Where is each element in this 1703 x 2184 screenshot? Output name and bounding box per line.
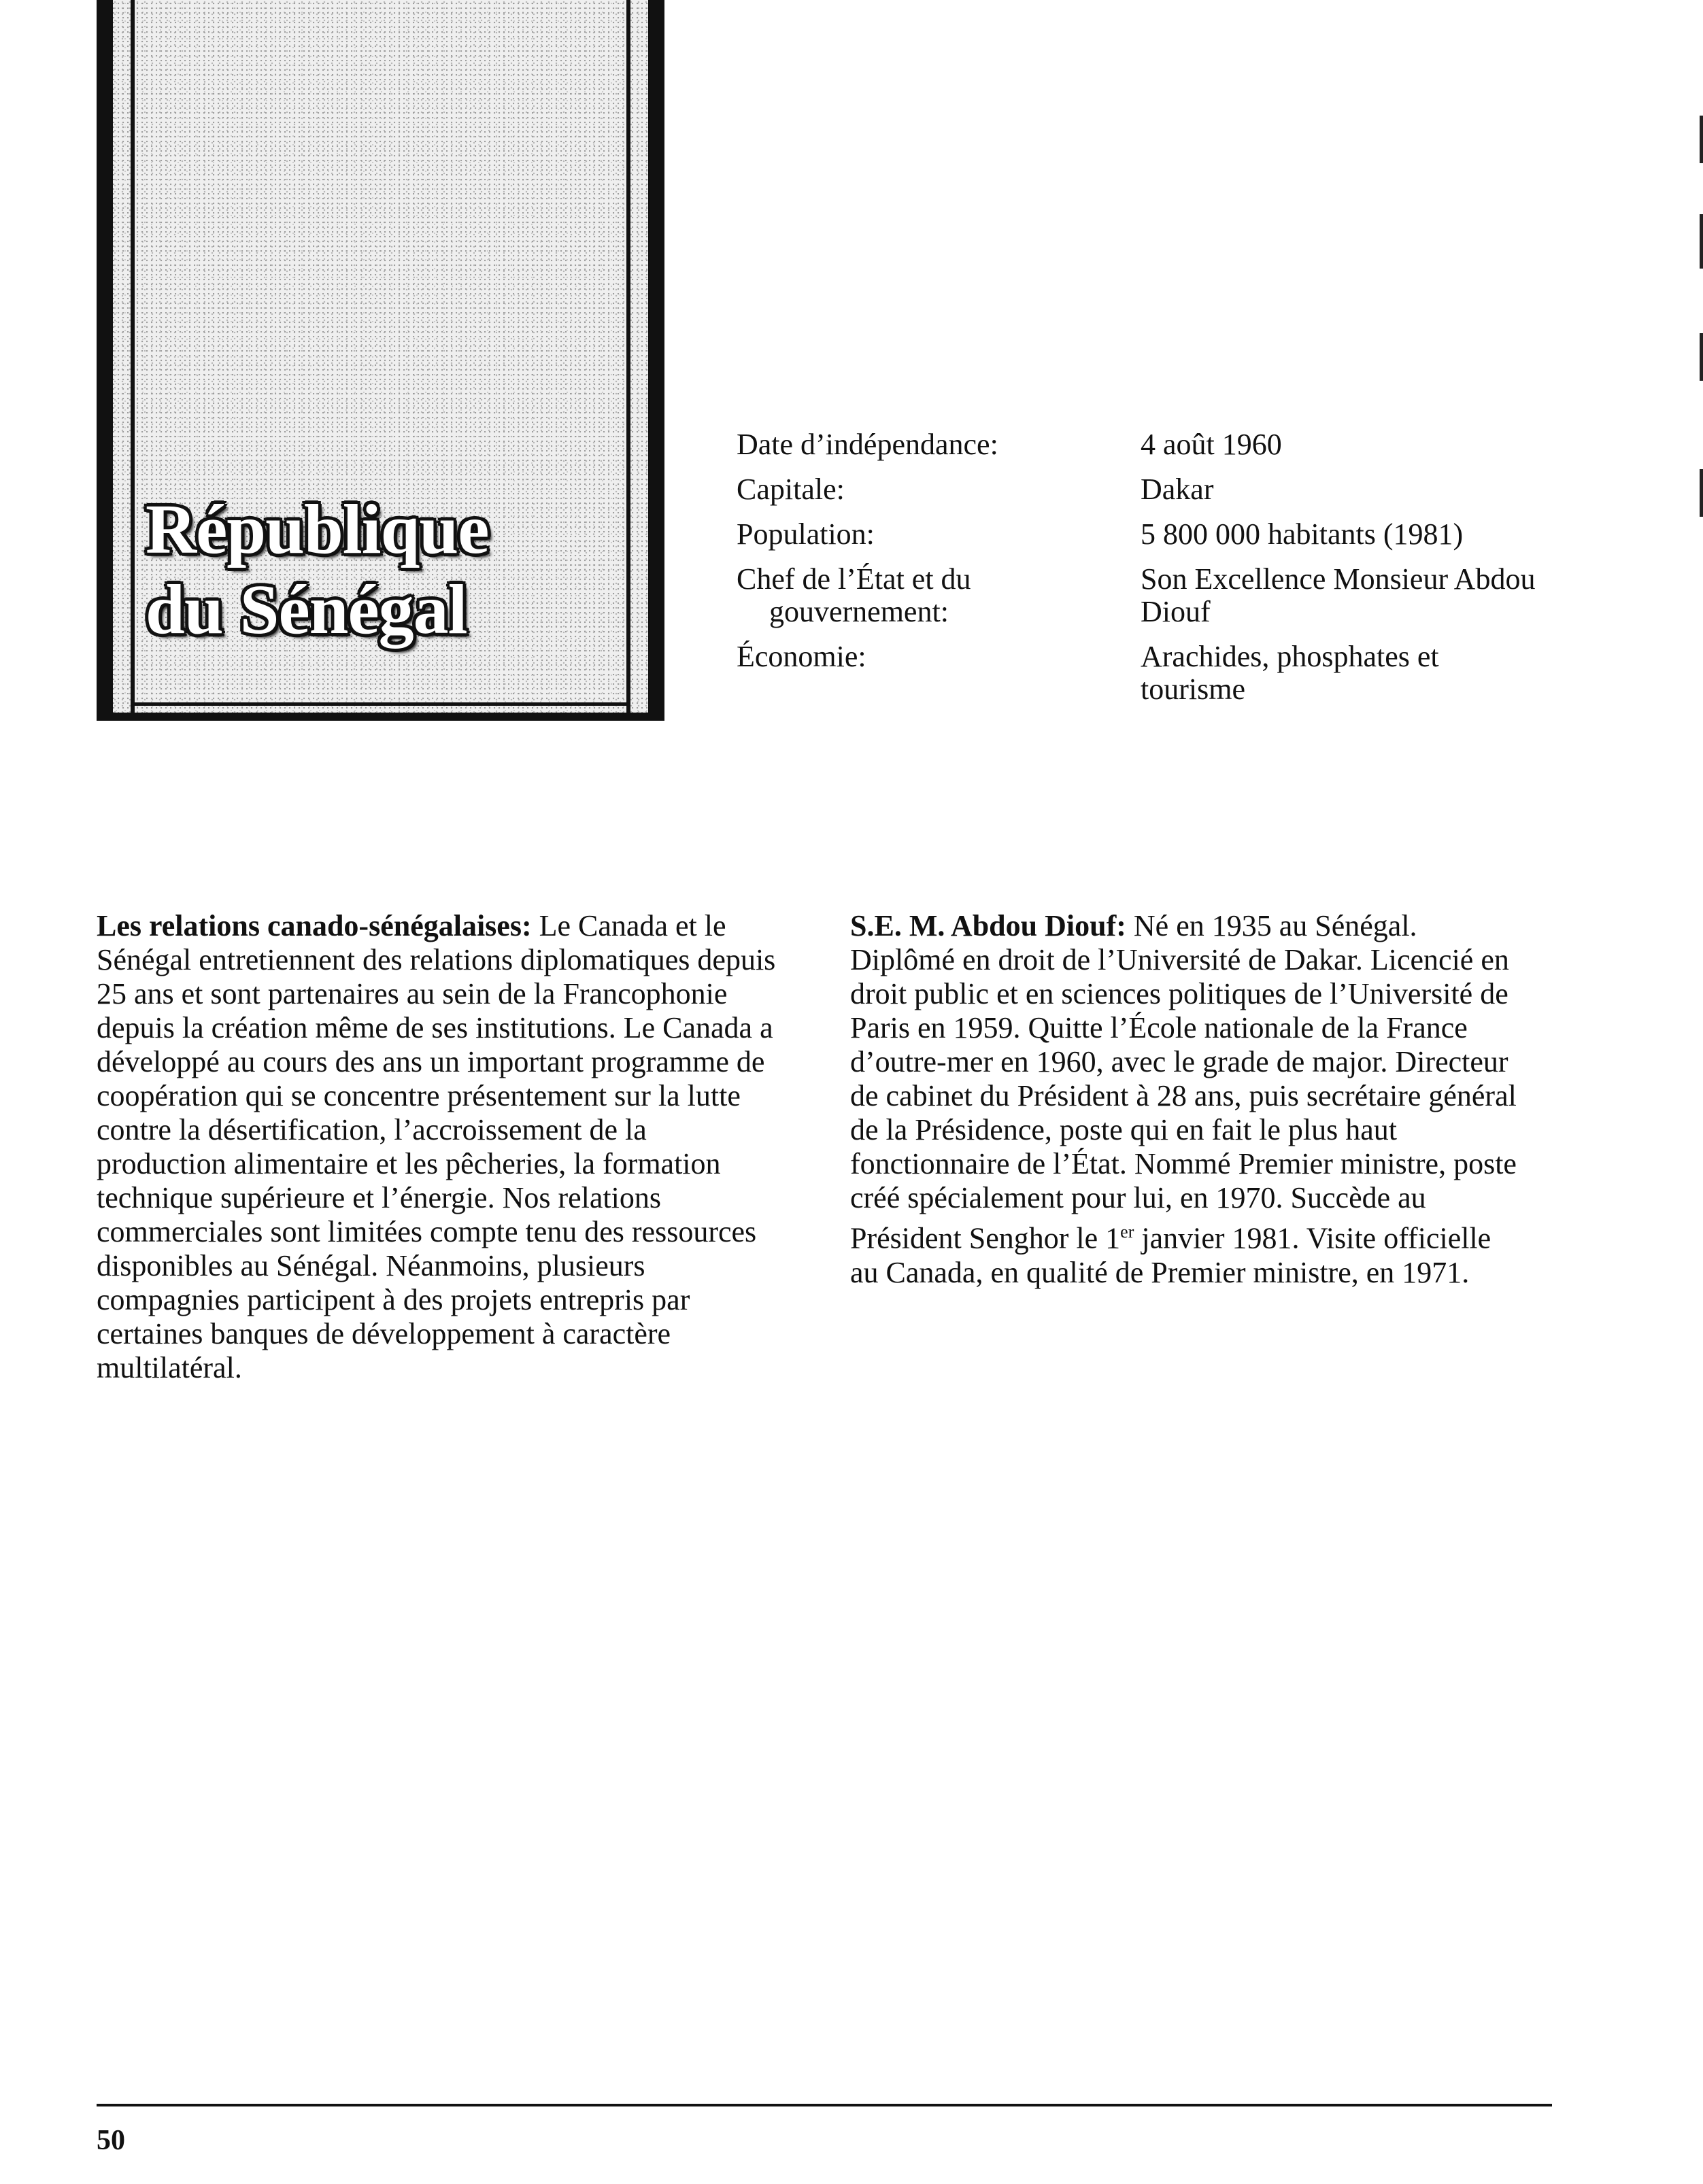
fact-label-continuation: gouvernement: — [769, 595, 949, 628]
fact-label-text: Population: — [737, 517, 875, 551]
biography-paragraph — [850, 909, 1523, 1290]
fact-row-head-of-state — [737, 563, 1553, 628]
fact-row-capital — [737, 473, 1553, 506]
fact-sheet — [737, 428, 1553, 718]
scan-edge-mark — [1700, 333, 1703, 381]
fact-value: Son Excellence Monsieur Abdou Diouf — [1141, 562, 1536, 628]
scan-edge-mark — [1700, 214, 1703, 269]
panel-inner-border-right — [626, 0, 630, 713]
page-title-line-1: République — [146, 490, 489, 568]
fact-label-text: Économie: — [737, 640, 866, 673]
scan-edge-mark — [1700, 469, 1703, 517]
fact-label-text: Capitale: — [737, 473, 845, 506]
panel-inner-border-left — [131, 0, 135, 713]
page-number: 50 — [97, 2125, 125, 2156]
panel-inner-border-bottom — [131, 702, 630, 706]
fact-value: Arachides, phosphates et tourisme — [1141, 640, 1439, 706]
fact-row-independence — [737, 428, 1553, 461]
ordinal-superscript: er — [1120, 1222, 1134, 1242]
fact-value: 5 800 000 habitants (1981) — [1141, 517, 1464, 551]
fact-label — [737, 641, 1141, 706]
fact-label — [737, 428, 1141, 461]
title-panel — [97, 0, 664, 721]
fact-row-economy — [737, 641, 1553, 706]
fact-label-text: Chef de l’État et du — [737, 562, 971, 596]
biography-text: Né en 1935 au Sénégal. Diplômé en droit de l’Université de Dakar. Licencié en droit public et en sciences politiques de l’Université de Paris en 1959. Quitte l’École nationale de la France d’outre-mer en 1960, avec le grade de major. Directeur de cabinet du Président à 28 ans, puis secrétaire général de la Présidence, poste qui en fait le plus haut fonctionnaire de l’État. Nommé Premier ministre, poste créé spécialement pour lui, en 1970. Succède au Président Senghor le 1 — [850, 909, 1517, 1255]
fact-label — [737, 563, 1141, 628]
fact-label — [737, 473, 1141, 506]
footer-rule — [97, 2104, 1552, 2106]
fact-value: Dakar — [1141, 473, 1214, 506]
page-title — [146, 490, 488, 650]
fact-row-population — [737, 518, 1553, 551]
fact-value: 4 août 1960 — [1141, 428, 1282, 461]
relations-text: Le Canada et le Sénégal entretiennent des relations diplomatiques depuis 25 ans et sont partenaires au sein de la Francophonie depuis la création même de ses institutions. Le Canada a développé au cours des ans un important programme de coopération qui se concentre présentement sur la lutte contre la désertification, l’accroissement de la production alimentaire et les pêcheries, la formation technique supérieure et l’énergie. Nos relations commerciales sont limitées compte tenu des ressources disponibles au Sénégal. Néanmoins, plusieurs compagnies participent à des projets entrepris par certaines banques de développement à caractère multilatéral. — [97, 909, 776, 1384]
relations-heading: Les relations canado-sénégalaises: — [97, 909, 532, 942]
fact-label — [737, 518, 1141, 551]
biography-text-end: janvier 1981. Visite officielle au Canada, en qualité de Premier ministre, en 1971. — [850, 1221, 1491, 1289]
biography-heading: S.E. M. Abdou Diouf: — [850, 909, 1126, 942]
page-title-line-2: du Sénégal — [146, 570, 467, 649]
scan-edge-mark — [1700, 116, 1703, 163]
fact-label-text: Date d’indépendance: — [737, 428, 998, 461]
relations-paragraph — [97, 909, 777, 1385]
